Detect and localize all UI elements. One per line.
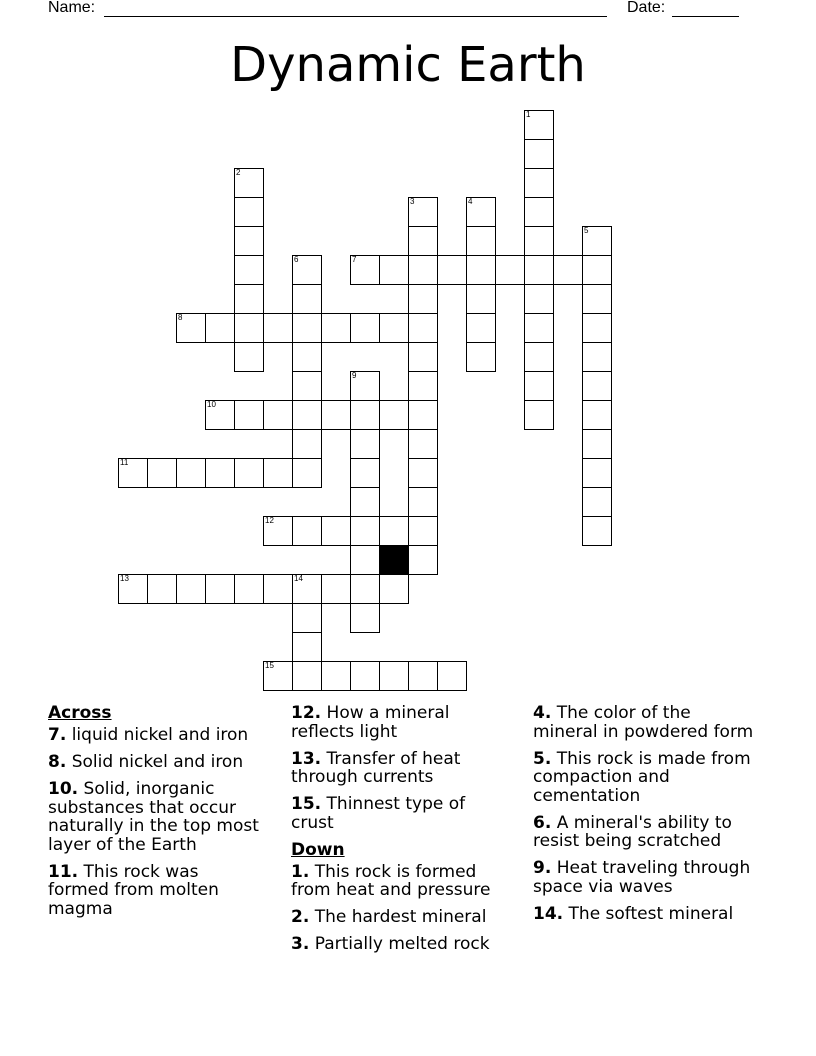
grid-clue-number: 4 [468,197,473,206]
grid-cell[interactable] [205,458,235,488]
clue-text: The hardest mineral [314,907,487,927]
clue-text: How a mineral reflects light [291,703,450,742]
grid-cell[interactable] [582,371,612,401]
clue-across-15 [291,795,506,832]
grid-cell[interactable] [582,313,612,343]
clues-column-1 [48,704,261,927]
clue-number: 4. [533,703,552,723]
grid-cell[interactable] [234,574,264,604]
grid-cell[interactable] [118,458,148,488]
grid-cell[interactable] [408,255,438,285]
grid-cell[interactable] [524,371,554,401]
grid-cell[interactable] [379,255,409,285]
grid-cell[interactable] [234,342,264,372]
grid-clue-number: 2 [236,168,241,177]
clue-number: 8. [48,752,67,772]
grid-clue-number: 14 [294,574,303,583]
grid-cell[interactable] [379,516,409,546]
name-label: Name: [48,0,96,16]
grid-cell[interactable] [524,342,554,372]
black-cell [379,545,409,575]
grid-cell[interactable] [350,255,380,285]
grid-cell[interactable] [234,284,264,314]
grid-cell[interactable] [234,313,264,343]
clue-number: 9. [533,858,552,878]
clue-number: 6. [533,812,552,833]
clue-text: This rock is formed from heat and pressure [291,861,491,900]
grid-cell[interactable] [408,371,438,401]
grid-cell[interactable] [350,429,380,459]
clue-across-11 [48,863,261,919]
grid-cell[interactable] [234,400,264,430]
clue-number: 1. [291,861,310,882]
grid-cell[interactable] [466,342,496,372]
clue-across-13 [291,750,506,787]
date-label: Date: [627,0,666,16]
clue-text: Solid, inorganic substances that occur naturally in the top most layer of the Earth [48,779,259,855]
clue-text: Thinnest type of crust [291,794,466,833]
grid-cell[interactable] [350,603,380,633]
name-blank[interactable] [104,0,607,17]
page-title: Dynamic Earth [230,37,586,93]
grid-cell[interactable] [437,661,467,691]
clue-down-4 [533,704,755,741]
down-heading: Down [291,839,345,860]
grid-cell[interactable] [118,574,148,604]
date-blank[interactable] [672,0,739,17]
grid-cell[interactable] [466,313,496,343]
grid-cell[interactable] [350,371,380,401]
clue-text: A mineral's ability to resist being scratched [533,812,732,851]
clue-down-9 [533,859,755,896]
grid-cell[interactable] [234,168,264,198]
grid-cell[interactable] [292,255,322,285]
grid-clue-number: 13 [120,574,129,583]
grid-cell[interactable] [582,400,612,430]
grid-cell[interactable] [524,197,554,227]
clue-text: This rock is made from compaction and cementation [533,748,751,806]
grid-cell[interactable] [408,545,438,575]
grid-cell[interactable] [524,313,554,343]
grid-cell[interactable] [495,255,525,285]
grid-cell[interactable] [263,574,293,604]
grid-cell[interactable] [524,400,554,430]
grid-cell[interactable] [408,342,438,372]
grid-cell[interactable] [292,458,322,488]
clue-text: This rock was formed from molten magma [48,861,219,919]
grid-cell[interactable] [408,516,438,546]
clue-text: The softest mineral [568,903,734,924]
clue-down-3 [291,935,506,954]
clue-text: Transfer of heat through currents [291,748,461,787]
grid-clue-number: 12 [265,516,274,525]
grid-cell[interactable] [408,458,438,488]
grid-cell[interactable] [321,400,351,430]
grid-cell[interactable] [524,168,554,198]
clues-column-3 [533,704,755,932]
clue-text: Solid nickel and iron [71,752,244,772]
grid-cell[interactable] [292,603,322,633]
clue-text: Partially melted rock [314,934,490,954]
grid-cell[interactable] [147,574,177,604]
grid-cell[interactable] [524,110,554,140]
grid-cell[interactable] [408,661,438,691]
grid-cell[interactable] [582,284,612,314]
clue-number: 5. [533,748,552,769]
clue-down-14 [533,905,755,924]
grid-clue-number: 7 [352,255,357,264]
grid-cell[interactable] [408,487,438,517]
clue-across-10 [48,780,261,854]
grid-cell[interactable] [524,255,554,285]
grid-cell[interactable] [524,226,554,256]
clue-down-5 [533,750,755,806]
clue-text: Heat traveling through space via waves [533,858,751,897]
grid-clue-number: 6 [294,255,299,264]
grid-cell[interactable] [263,661,293,691]
grid-cell[interactable] [292,371,322,401]
clue-number: 14. [533,903,564,924]
grid-cell[interactable] [553,255,583,285]
grid-cell[interactable] [321,574,351,604]
grid-cell[interactable] [321,661,351,691]
clue-down-1 [291,863,506,900]
grid-cell[interactable] [582,255,612,285]
grid-clue-number: 5 [584,226,589,235]
grid-cell[interactable] [582,487,612,517]
grid-cell[interactable] [292,429,322,459]
grid-cell[interactable] [350,458,380,488]
grid-cell[interactable] [176,458,206,488]
clue-number: 11. [48,861,79,882]
grid-cell[interactable] [466,255,496,285]
grid-cell[interactable] [292,661,322,691]
grid-cell[interactable] [292,632,322,662]
clue-across-12 [291,704,506,741]
grid-cell[interactable] [292,574,322,604]
grid-cell[interactable] [437,255,467,285]
grid-cell[interactable] [350,574,380,604]
crossword-grid [118,110,612,691]
clue-number: 7. [48,725,67,745]
grid-cell[interactable] [321,516,351,546]
grid-cell[interactable] [263,516,293,546]
grid-cell[interactable] [350,661,380,691]
across-heading: Across [48,703,112,723]
grid-cell[interactable] [379,574,409,604]
grid-cell[interactable] [234,255,264,285]
grid-cell[interactable] [379,313,409,343]
grid-cell[interactable] [408,197,438,227]
grid-cell[interactable] [176,313,206,343]
grid-cell[interactable] [350,313,380,343]
grid-cell[interactable] [263,458,293,488]
grid-cell[interactable] [466,197,496,227]
grid-clue-number: 15 [265,661,274,670]
grid-clue-number: 8 [178,313,183,322]
clue-down-6 [533,814,755,851]
clue-number: 15. [291,794,322,814]
grid-cell[interactable] [408,313,438,343]
clue-number: 10. [48,779,79,799]
clue-number: 12. [291,703,322,723]
grid-cell[interactable] [582,226,612,256]
grid-cell[interactable] [350,516,380,546]
grid-cell[interactable] [263,313,293,343]
clue-text: liquid nickel and iron [71,725,249,745]
clue-across-8 [48,753,261,772]
grid-cell[interactable] [176,574,206,604]
grid-cell[interactable] [205,400,235,430]
grid-cell[interactable] [350,400,380,430]
grid-cell[interactable] [379,661,409,691]
grid-cell[interactable] [205,313,235,343]
clue-text: The color of the mineral in powdered form [533,703,754,742]
grid-cell[interactable] [466,284,496,314]
grid-cell[interactable] [350,487,380,517]
grid-cell[interactable] [292,313,322,343]
grid-clue-number: 9 [352,371,357,380]
grid-cell[interactable] [582,429,612,459]
grid-cell[interactable] [379,400,409,430]
grid-cell[interactable] [292,400,322,430]
grid-cell[interactable] [524,139,554,169]
clues-column-2 [291,704,506,962]
grid-clue-number: 3 [410,197,415,206]
grid-cell[interactable] [350,545,380,575]
grid-cell[interactable] [408,400,438,430]
grid-cell[interactable] [408,226,438,256]
grid-cell[interactable] [466,226,496,256]
clue-down-2 [291,908,506,927]
grid-cell[interactable] [582,458,612,488]
grid-cell[interactable] [524,284,554,314]
grid-cell[interactable] [147,458,177,488]
grid-cell[interactable] [582,342,612,372]
grid-clue-number: 11 [120,458,129,467]
grid-cell[interactable] [234,458,264,488]
grid-cell[interactable] [292,342,322,372]
grid-cell[interactable] [292,284,322,314]
grid-cell[interactable] [263,400,293,430]
grid-cell[interactable] [205,574,235,604]
grid-cell[interactable] [292,516,322,546]
clue-number: 3. [291,934,310,954]
grid-clue-number: 1 [526,110,531,119]
clue-number: 2. [291,907,310,927]
grid-cell[interactable] [234,226,264,256]
grid-cell[interactable] [408,429,438,459]
clue-number: 13. [291,748,322,769]
grid-cell[interactable] [321,313,351,343]
grid-cell[interactable] [408,284,438,314]
clue-across-7 [48,726,261,745]
grid-cell[interactable] [234,197,264,227]
grid-cell[interactable] [582,516,612,546]
grid-clue-number: 10 [207,400,216,409]
